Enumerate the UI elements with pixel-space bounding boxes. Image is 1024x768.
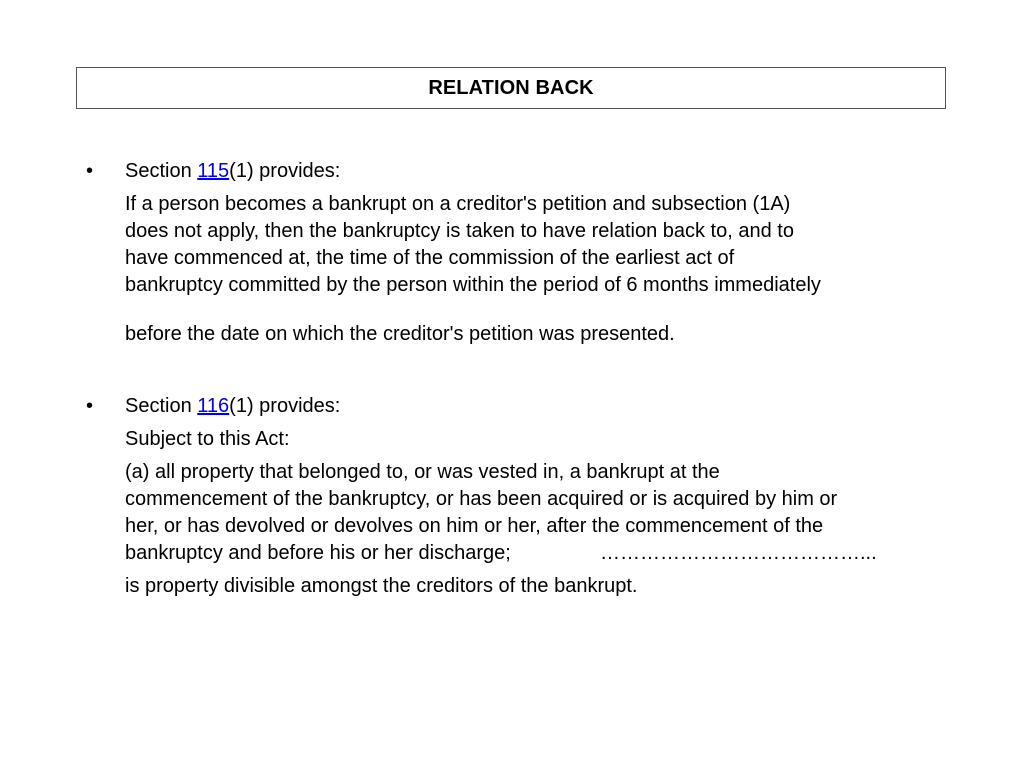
section-115-link[interactable]: 115 — [197, 160, 230, 182]
page-title: RELATION BACK — [428, 76, 594, 99]
section-116-text-line: bankruptcy and before his or her discharge; — [125, 542, 511, 564]
section-116-text-line: (a) all property that belonged to, or was vested in, a bankrupt at the — [125, 461, 720, 483]
section-115-text-line: before the date on which the creditor's petition was presented. — [125, 323, 675, 345]
section-115-text-line: does not apply, then the bankruptcy is taken to have relation back to, and to — [125, 220, 794, 242]
section-116-intro: Subject to this Act: — [125, 428, 290, 450]
section-115-suffix: (1) provides: — [229, 160, 341, 182]
section-115-heading — [125, 158, 340, 185]
section-116-text-line: her, or has devolved or devolves on him or her, after the commencement of the — [125, 515, 824, 537]
section-115-text-line: have commenced at, the time of the commission of the earliest act of — [125, 247, 735, 269]
section-116-heading — [125, 393, 340, 420]
bullet-section-116: • — [86, 395, 94, 417]
section-115-text-line: bankruptcy committed by the person within the period of 6 months immediately — [125, 274, 821, 296]
section-116-closing: is property divisible amongst the creditors of the bankrupt. — [125, 575, 638, 597]
section-116-link[interactable]: 116 — [197, 395, 230, 417]
section-116-text-line: commencement of the bankruptcy, or has been acquired or is acquired by him or — [125, 488, 838, 510]
title-box — [76, 67, 946, 109]
omission-ellipsis: …………………………………... — [600, 542, 877, 564]
section-115-prefix: Section — [125, 160, 198, 182]
section-116-prefix: Section — [125, 395, 198, 417]
bullet-section-115: • — [86, 160, 94, 182]
section-115-text-line: If a person becomes a bankrupt on a creditor's petition and subsection (1A) — [125, 193, 791, 215]
section-116-suffix: (1) provides: — [229, 395, 341, 417]
